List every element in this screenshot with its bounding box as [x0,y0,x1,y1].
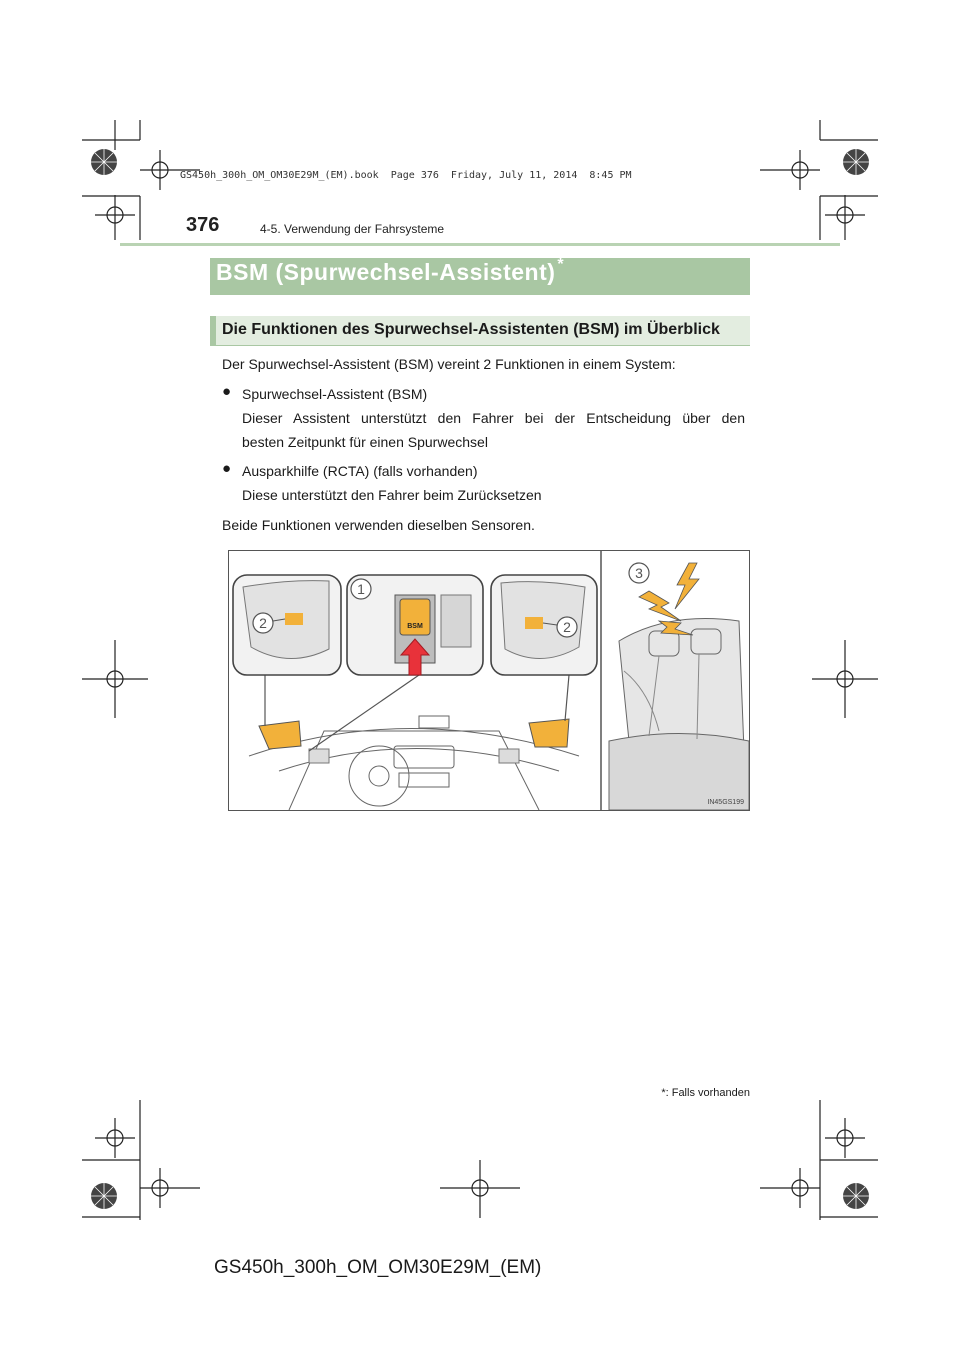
callout-3: 3 [635,565,643,581]
callout-1: 1 [357,581,365,597]
page-title-text: BSM (Spurwechsel-Assistent) [216,259,556,285]
callout-2-right: 2 [563,619,571,635]
page-title [216,256,565,286]
header-rule [120,243,840,246]
footnote: *: Falls vorhanden [661,1087,750,1099]
bsm-illustration [228,550,750,811]
footer-code: GS450h_300h_OM_OM30E29M_(EM) [214,1257,542,1278]
bullet-title: Spurwechsel-Assistent (BSM) [242,386,428,402]
print-info: GS450h_300h_OM_OM30E29M_(EM).book Page 376 Friday, July 11, 2014 8:45 PM [180,170,632,181]
figure-code: IN45GS199 [707,799,744,806]
bullet-title: Ausparkhilfe (RCTA) (falls vorhanden) [242,463,478,479]
page-number: 376 [186,214,220,236]
bullet-marker: ● [222,383,232,400]
bullet-body: besten Zeitpunkt für einen Spurwechsel [242,434,488,450]
title-marker: * [557,256,565,273]
bullet-marker: ● [222,460,232,477]
bsm-illustration-drawing [229,551,749,810]
closing-text: Beide Funktionen verwenden dieselben Sensoren. [222,517,535,533]
bsm-switch-label: BSM [407,623,423,630]
subheading: Die Funktionen des Spurwechsel-Assistenten (BSM) im Überblick [222,321,720,338]
section-title: 4-5. Verwendung der Fahrsysteme [260,222,445,236]
bullet-body: Diese unterstützt den Fahrer beim Zurücksetzen [242,487,542,503]
callout-2-left: 2 [259,615,267,631]
bullet-body: Dieser Assistent unterstützt den Fahrer bei der Entscheidung über den [242,410,745,426]
intro-text: Der Spurwechsel-Assistent (BSM) vereint 2 Funktionen in einem System: [222,356,676,372]
